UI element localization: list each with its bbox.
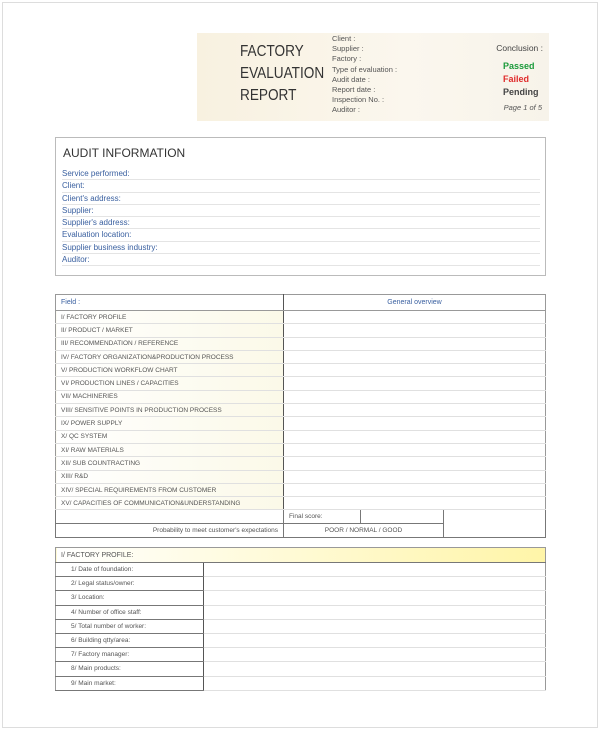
overview-cell[interactable] [284,430,546,443]
overview-cell[interactable] [284,377,546,390]
table-row [56,430,546,443]
status-pending: Pending [503,87,539,97]
profile-value[interactable] [204,619,546,633]
field-name: XII/ SUB COUNTRACTING [56,457,284,470]
profile-value[interactable] [204,605,546,619]
table-row [56,350,546,363]
overview-cell[interactable] [284,483,546,496]
header-field: Auditor : [332,105,360,115]
field-name: II/ PRODUCT / MARKET [56,324,284,337]
profile-row [56,577,546,591]
table-row [56,404,546,417]
field-name: V/ PRODUCTION WORKFLOW CHART [56,364,284,377]
final-score-label: Final score: [284,510,361,524]
profile-row [56,676,546,690]
table-row [56,364,546,377]
field-name: VI/ PRODUCTION LINES / CAPACITIES [56,377,284,390]
audit-field[interactable]: Service performed: [62,168,540,180]
profile-row [56,648,546,662]
profile-title: I/ FACTORY PROFILE: [56,548,546,563]
profile-row [56,662,546,676]
profile-value[interactable] [204,648,546,662]
audit-field[interactable]: Supplier's address: [62,217,540,229]
table-row [56,457,546,470]
profile-label: 1/ Date of foundation: [56,563,204,577]
rating-options[interactable]: POOR / NORMAL / GOOD [284,524,444,538]
overview-cell[interactable] [284,390,546,403]
field-name: III/ RECOMMENDATION / REFERENCE [56,337,284,350]
field-name: VII/ MACHINERIES [56,390,284,403]
profile-value[interactable] [204,676,546,690]
page-number: Page 1 of 5 [503,103,542,112]
audit-field[interactable]: Client's address: [62,193,540,205]
table-row [56,311,546,324]
field-name: VIII/ SENSITIVE POINTS IN PRODUCTION PROCESS [56,404,284,417]
profile-row [56,633,546,647]
field-name: I/ FACTORY PROFILE [56,311,284,324]
title-line: EVALUATION [240,65,325,82]
report-header [197,33,549,121]
factory-profile-table [55,547,546,691]
audit-information [55,137,546,276]
field-header: Field : [56,295,284,311]
overview-header: General overview [284,295,546,311]
profile-label: 6/ Building qtty/area: [56,633,204,647]
audit-field[interactable]: Client: [62,180,540,192]
overview-cell[interactable] [284,457,546,470]
table-row [56,417,546,430]
audit-field[interactable]: Evaluation location: [62,229,540,241]
header-field: Supplier : [332,44,364,54]
table-row [56,337,546,350]
field-name: XV/ CAPACITIES OF COMMUNICATION&UNDERSTANDING [56,497,284,510]
profile-value[interactable] [204,577,546,591]
header-fields [332,34,397,116]
overview-cell[interactable] [284,364,546,377]
header-field: Report date : [332,85,376,95]
field-name: XIII/ R&D [56,470,284,483]
table-row [56,497,546,510]
profile-row [56,591,546,605]
table-row [56,390,546,403]
field-name: X/ QC SYSTEM [56,430,284,443]
overview-cell[interactable] [284,417,546,430]
final-score-row [56,510,546,524]
empty-cell [56,510,284,524]
profile-value[interactable] [204,633,546,647]
header-field: Inspection No. : [332,95,385,105]
probability-label: Probability to meet customer's expectations [56,524,284,538]
profile-label: 3/ Location: [56,591,204,605]
field-name: IX/ POWER SUPPLY [56,417,284,430]
table-row [56,483,546,496]
overview-cell[interactable] [284,337,546,350]
header-field: Factory : [332,54,362,64]
table-row [56,324,546,337]
overview-cell[interactable] [284,311,546,324]
profile-value[interactable] [204,662,546,676]
profile-row [56,605,546,619]
overview-cell[interactable] [284,443,546,456]
overview-cell[interactable] [284,350,546,363]
status-passed: Passed [503,61,535,71]
score-extra[interactable] [444,510,546,538]
profile-value[interactable] [204,563,546,577]
field-name: IV/ FACTORY ORGANIZATION&PRODUCTION PROCESS [56,350,284,363]
final-score-value[interactable] [361,510,444,524]
profile-label: 2/ Legal status/owner: [56,577,204,591]
status-failed: Failed [503,74,530,84]
profile-label: 4/ Number of office staff: [56,605,204,619]
overview-cell[interactable] [284,324,546,337]
report-title [240,41,324,107]
profile-value[interactable] [204,591,546,605]
overview-cell[interactable] [284,470,546,483]
header-field: Client : [332,34,356,43]
audit-field[interactable]: Supplier: [62,205,540,217]
overview-cell[interactable] [284,497,546,510]
field-name: XI/ RAW MATERIALS [56,443,284,456]
profile-label: 7/ Factory manager: [56,648,204,662]
profile-label: 8/ Main products: [56,662,204,676]
title-line: FACTORY [240,43,304,60]
overview-cell[interactable] [284,404,546,417]
profile-row [56,563,546,577]
profile-row [56,619,546,633]
audit-title: AUDIT INFORMATION [63,146,186,160]
overview-table [55,294,546,538]
table-row [56,377,546,390]
header-field: Audit date : [332,74,370,84]
audit-field[interactable]: Supplier business industry: [62,242,540,254]
table-row [56,470,546,483]
conclusion-label: Conclusion : [496,43,543,53]
header-field: Type of evaluation : [332,64,398,74]
title-line: REPORT [240,87,297,104]
field-name: XIV/ SPECIAL REQUIREMENTS FROM CUSTOMER [56,483,284,496]
profile-label: 9/ Main market: [56,676,204,690]
profile-label: 5/ Total number of worker: [56,619,204,633]
audit-field[interactable]: Auditor: [62,254,540,266]
table-row [56,443,546,456]
